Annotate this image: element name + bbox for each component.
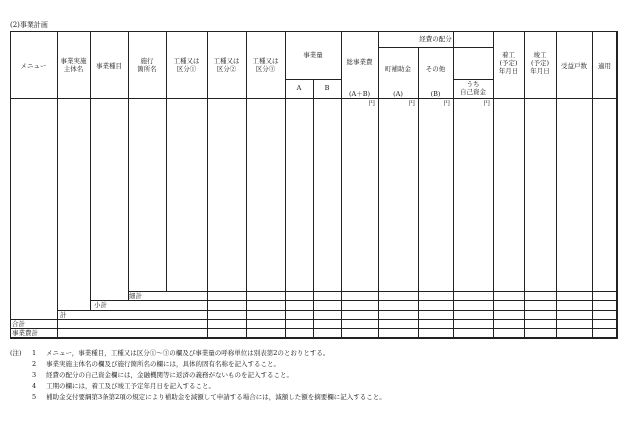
note-number: 5 (32, 393, 37, 401)
note-text: 経費の配分の自己資金欄には，金融機関等に返済の義務がないものを記入すること。 (46, 371, 293, 379)
notes-section (10, 348, 620, 403)
note-text: 事業実施主体名の欄及び施行箇所名の欄には，具体的固有名称を記入すること。 (46, 360, 280, 368)
section-title: (2)事業計画 (10, 21, 48, 29)
header-volume: 事業量 (303, 51, 323, 59)
header-start-date: 着工 (予定) 年月日 (498, 51, 519, 75)
header-project-type: 事業種目 (96, 62, 122, 70)
header-implementer: 事業実施 主体名 (60, 57, 87, 73)
row-small-total: 小計 (94, 301, 107, 309)
header-other-code: (B) (430, 90, 441, 98)
header-own-fund: うち 自己資金 (460, 80, 486, 96)
header-end-date: 竣工 (予定) 年月日 (530, 51, 550, 75)
header-town-subsidy: 町補助金 (385, 65, 411, 73)
unit-own-fund: 円 (483, 99, 490, 107)
header-beneficiaries: 受益戸数 (561, 62, 587, 70)
grid-line (10, 319, 617, 320)
grid-line (128, 291, 617, 292)
note-number: 4 (32, 382, 37, 390)
header-town-subsidy-code: (A) (393, 90, 403, 98)
note-number: 1 (32, 349, 37, 357)
header-other: その他 (425, 65, 446, 73)
grid-line (10, 31, 11, 338)
header-remarks: 適用 (598, 62, 611, 70)
note-item (10, 348, 620, 359)
grid-line (57, 31, 58, 319)
note-item (10, 381, 620, 392)
header-total-cost-formula: (A＋B) (348, 90, 371, 98)
note-item (10, 392, 620, 403)
header-work-1: 工種又は 区分① (173, 57, 200, 73)
notes-head: (注) (10, 349, 22, 357)
note-item (10, 359, 620, 370)
grid-line (10, 338, 618, 339)
note-text: 工期の欄には，着工及び竣工予定年月日を記入すること。 (46, 382, 215, 390)
note-number: 3 (32, 371, 37, 379)
header-volume-a: A (296, 84, 302, 92)
grid-line (617, 31, 618, 338)
unit-total-cost: 円 (368, 99, 375, 107)
grid-line (378, 47, 493, 48)
note-number: 2 (32, 360, 37, 368)
header-total-cost: 総事業費 (346, 58, 373, 66)
grid-line (90, 31, 91, 310)
header-site: 施行 箇所名 (137, 57, 157, 73)
note-text: 補助金交付要綱第3条第2項の規定により補助金を減額して申請する場合には，減額した額を摘要欄に記入すること。 (46, 393, 386, 401)
header-work-3: 工種又は 区分③ (252, 57, 279, 73)
grid-line (57, 310, 617, 311)
header-volume-b: B (324, 84, 330, 92)
row-project-cost-total: 事業費計 (12, 329, 38, 337)
row-detail-total: 細計 (129, 292, 142, 300)
note-text: メニュー，事業種目，工種又は区分①～③の欄及び事業量の呼称単位は別表第2のとおりとする。 (46, 349, 330, 357)
header-menu: メニュー (20, 62, 47, 70)
unit-town-subsidy: 円 (408, 99, 415, 107)
header-work-2: 工種又は 区分② (213, 57, 240, 73)
note-item (10, 370, 620, 381)
grid-line (10, 31, 617, 32)
row-sub-total: 計 (60, 311, 67, 319)
header-funding: 経費の配分 (419, 35, 452, 43)
row-grand-total: 合計 (12, 320, 25, 328)
unit-other: 円 (443, 99, 450, 107)
grid-line (90, 300, 617, 301)
grid-line (10, 328, 617, 329)
